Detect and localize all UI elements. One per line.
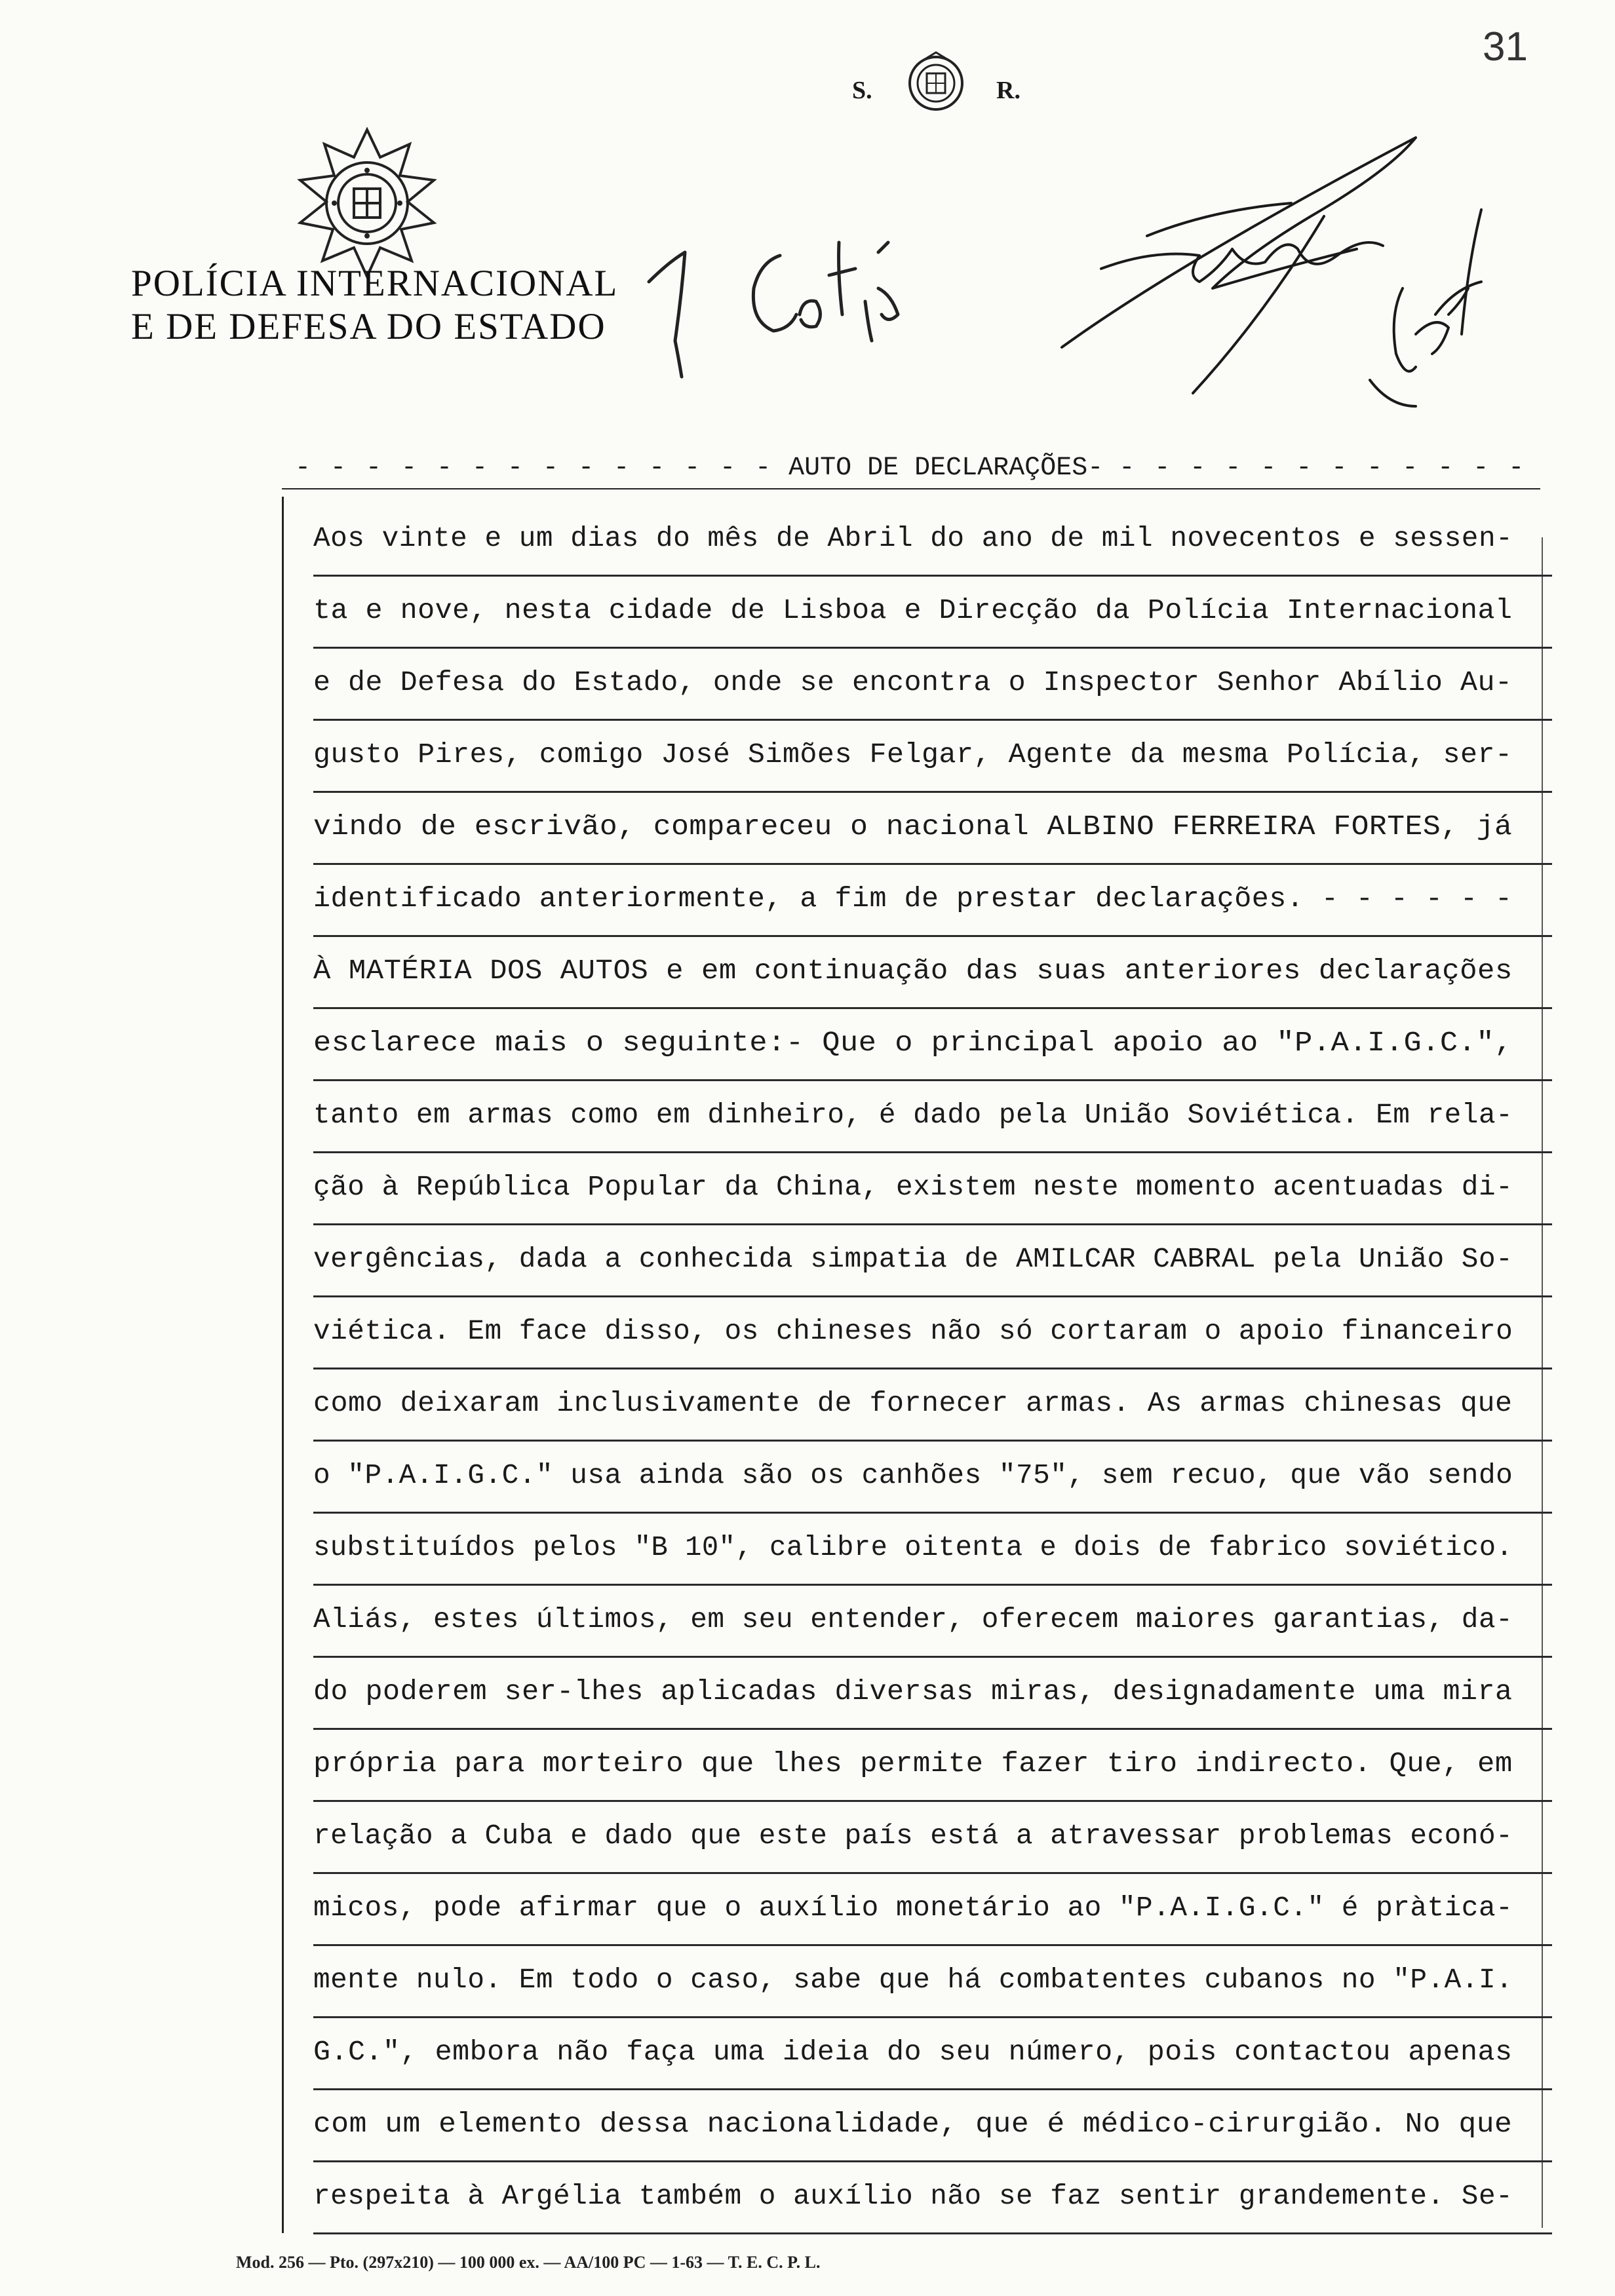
page-number: 31 xyxy=(1483,24,1528,69)
body-line xyxy=(313,2162,1552,2234)
body-line xyxy=(313,865,1552,937)
body-line-text: gusto Pires, comigo José Simões Felgar, Agente da mesma Polícia, ser- xyxy=(313,738,1513,771)
form-footer: Mod. 256 — Pto. (297x210) — 100 000 ex. — AA/100 PC — 1-63 — T. E. C. P. L. xyxy=(236,2253,821,2272)
handwritten-note xyxy=(629,216,905,387)
body-line xyxy=(313,1225,1552,1297)
body-line xyxy=(313,721,1552,793)
institution-name xyxy=(131,262,618,349)
body-line-text: G.C.", embora não faça uma ideia do seu número, pois contactou apenas xyxy=(313,2036,1513,2068)
body-line-text: À MATÉRIA DOS AUTOS e em continuação das suas anteriores declarações xyxy=(313,955,1513,987)
title-dashes-right: - - - - - - - - - - - - xyxy=(1119,453,1527,483)
institution-emblem-icon xyxy=(288,124,446,282)
body-line xyxy=(313,1802,1552,1874)
frame-top-rule xyxy=(282,488,1540,489)
document-title xyxy=(295,453,1527,483)
body-line-text: ção à República Popular da China, existem neste momento acentuadas di- xyxy=(313,1171,1513,1203)
body-line xyxy=(313,577,1552,649)
body-line-text: o "P.A.I.G.C." usa ainda são os canhões "75", sem recuo, que vão sendo xyxy=(313,1459,1513,1491)
body-line xyxy=(313,649,1552,721)
body-line xyxy=(313,793,1552,865)
institution-name-line1: POLÍCIA INTERNACIONAL xyxy=(131,263,619,304)
body-line-text: mente nulo. Em todo o caso, sabe que há combatentes cubanos no "P.A.I. xyxy=(313,1964,1513,1996)
body-line xyxy=(313,1369,1552,1442)
body-line xyxy=(313,1946,1552,2018)
body-line-text: identificado anteriormente, a fim de prestar declarações. - - - - - - xyxy=(313,883,1513,915)
body-line-text: vergências, dada a conhecida simpatia de AMILCAR CABRAL pela União So- xyxy=(313,1243,1513,1275)
classification-left: S. xyxy=(852,77,872,104)
classification-right: R. xyxy=(996,77,1021,104)
body-line xyxy=(313,1081,1552,1153)
body-line xyxy=(313,2090,1552,2162)
title-text: AUTO DE DECLARAÇÕES- xyxy=(788,453,1104,483)
title-dashes-left: - - - - - - - - - - - - - - xyxy=(295,453,773,483)
frame-left-rule xyxy=(282,497,284,2233)
coat-of-arms-icon xyxy=(903,47,969,119)
body-line-text: vindo de escrivão, compareceu o nacional ALBINO FERREIRA FORTES, já xyxy=(313,811,1513,843)
body-line-text: e de Defesa do Estado, onde se encontra o Inspector Senhor Abílio Au- xyxy=(313,666,1513,698)
classification-stamp xyxy=(852,47,1022,119)
body-line-text: Aos vinte e um dias do mês de Abril do ano de mil novecentos e sessen- xyxy=(313,522,1513,554)
institution-name-line2: E DE DEFESA DO ESTADO xyxy=(131,306,606,347)
body-line xyxy=(313,1658,1552,1730)
body-line xyxy=(313,1730,1552,1802)
body-line xyxy=(313,937,1552,1009)
body-line-text: Aliás, estes últimos, em seu entender, oferecem maiores garantias, da- xyxy=(313,1603,1513,1636)
body-line xyxy=(313,2018,1552,2090)
body-line xyxy=(313,1153,1552,1225)
signature-drawing xyxy=(1049,118,1508,419)
body-line xyxy=(313,1586,1552,1658)
body-line-text: respeita à Argélia também o auxílio não se faz sentir grandemente. Se- xyxy=(313,2180,1513,2212)
body-line-text: esclarece mais o seguinte:- Que o principal apoio ao "P.A.I.G.C.", xyxy=(313,1027,1513,1059)
body-line xyxy=(313,1009,1552,1081)
body-line-text: ta e nove, nesta cidade de Lisboa e Direcção da Polícia Internacional xyxy=(313,594,1513,626)
body-line-text: com um elemento dessa nacionalidade, que é médico-cirurgião. No que xyxy=(313,2108,1513,2140)
body-line-text: relação a Cuba e dado que este país está a atravessar problemas econó- xyxy=(313,1820,1513,1852)
body-line xyxy=(313,505,1552,577)
body-line-text: tanto em armas como em dinheiro, é dado pela União Soviética. Em rela- xyxy=(313,1099,1513,1131)
body-line xyxy=(313,1442,1552,1514)
declaration-body xyxy=(313,505,1552,2234)
body-line xyxy=(313,1514,1552,1586)
body-line-text: micos, pode afirmar que o auxílio monetário ao "P.A.I.G.C." é pràtica- xyxy=(313,1892,1513,1924)
body-line-text: própria para morteiro que lhes permite fazer tiro indirecto. Que, em xyxy=(313,1748,1513,1780)
body-line-text: do poderem ser-lhes aplicadas diversas miras, designadamente uma mira xyxy=(313,1675,1513,1708)
body-line xyxy=(313,1874,1552,1946)
body-line-text: viética. Em face disso, os chineses não só cortaram o apoio financeiro xyxy=(313,1315,1513,1347)
body-line-text: como deixaram inclusivamente de fornecer armas. As armas chinesas que xyxy=(313,1387,1513,1419)
body-line xyxy=(313,1297,1552,1369)
body-line-text: substituídos pelos "B 10", calibre oitenta e dois de fabrico soviético. xyxy=(313,1531,1513,1563)
